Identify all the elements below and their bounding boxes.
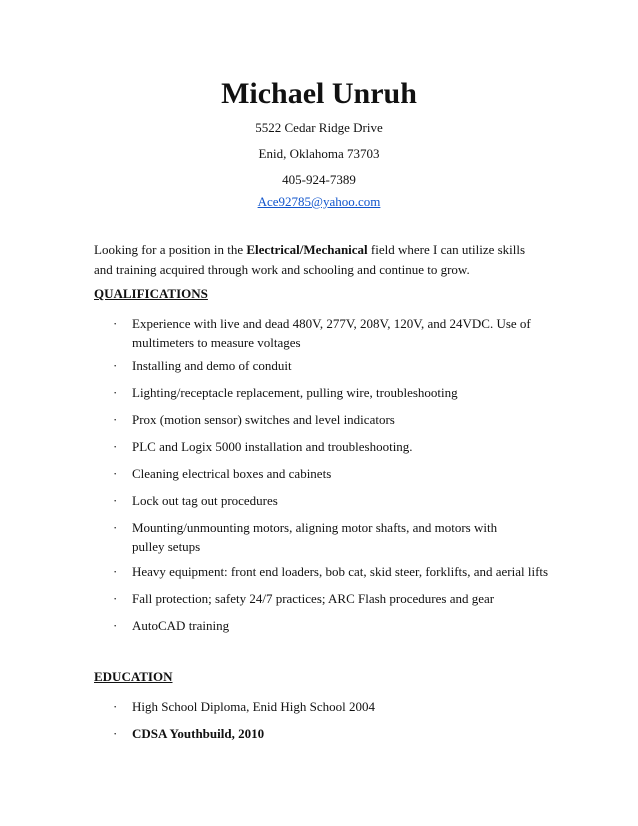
qualification-text: Prox (motion sensor) switches and level indicators bbox=[132, 412, 395, 427]
objective-statement bbox=[94, 240, 544, 280]
bullet-icon: · bbox=[113, 520, 118, 535]
education-text: CDSA Youthbuild, 2010 bbox=[132, 726, 265, 741]
bullet-icon: · bbox=[113, 564, 118, 579]
qualification-text: PLC and Logix 5000 installation and troubleshooting. bbox=[132, 439, 413, 454]
qualification-text: Heavy equipment: front end loaders, bob cat, skid steer, forklifts, and aerial lifts bbox=[132, 564, 549, 579]
phone-number: 405-924-7389 bbox=[282, 172, 356, 187]
bullet-icon: · bbox=[113, 385, 118, 400]
address-line-1: 5522 Cedar Ridge Drive bbox=[255, 120, 383, 135]
address-line-2: Enid, Oklahoma 73703 bbox=[258, 146, 380, 161]
bullet-icon: · bbox=[113, 726, 118, 741]
objective-text-end: field where I can utilize skills and training acquired through work and schooling and continue to grow. bbox=[94, 242, 526, 277]
objective-text-start: Looking for a position in the bbox=[94, 242, 247, 257]
qualification-text: Mounting/unmounting motors, aligning motor shafts, and motors with pulley setups bbox=[132, 520, 498, 554]
applicant-name: Michael Unruh bbox=[221, 77, 417, 110]
bullet-icon: · bbox=[113, 699, 118, 714]
bullet-icon: · bbox=[113, 316, 118, 331]
education-text: High School Diploma, Enid High School 2004 bbox=[132, 699, 376, 714]
bullet-icon: · bbox=[113, 439, 118, 454]
qualification-text: Cleaning electrical boxes and cabinets bbox=[132, 466, 332, 481]
email-line bbox=[0, 193, 638, 211]
qualification-text: Experience with live and dead 480V, 277V, 208V, 120V, and 24VDC. Use of multimeters to measure voltages bbox=[132, 316, 531, 350]
email-link[interactable]: Ace92785@yahoo.com bbox=[257, 194, 381, 209]
qualification-text: Lighting/receptacle replacement, pulling wire, troubleshooting bbox=[132, 385, 458, 400]
objective-field-emphasis: Electrical/Mechanical bbox=[246, 242, 368, 257]
qualification-text: Installing and demo of conduit bbox=[132, 358, 292, 373]
bullet-icon: · bbox=[113, 493, 118, 508]
qualification-text: AutoCAD training bbox=[132, 618, 230, 633]
education-heading: EDUCATION bbox=[94, 669, 173, 684]
qualifications-heading: QUALIFICATIONS bbox=[94, 286, 208, 301]
qualification-text: Fall protection; safety 24/7 practices; ARC Flash procedures and gear bbox=[132, 591, 495, 606]
bullet-icon: · bbox=[113, 358, 118, 373]
bullet-icon: · bbox=[113, 591, 118, 606]
bullet-icon: · bbox=[113, 466, 118, 481]
bullet-icon: · bbox=[113, 412, 118, 427]
bullet-icon: · bbox=[113, 618, 118, 633]
qualification-text: Lock out tag out procedures bbox=[132, 493, 278, 508]
